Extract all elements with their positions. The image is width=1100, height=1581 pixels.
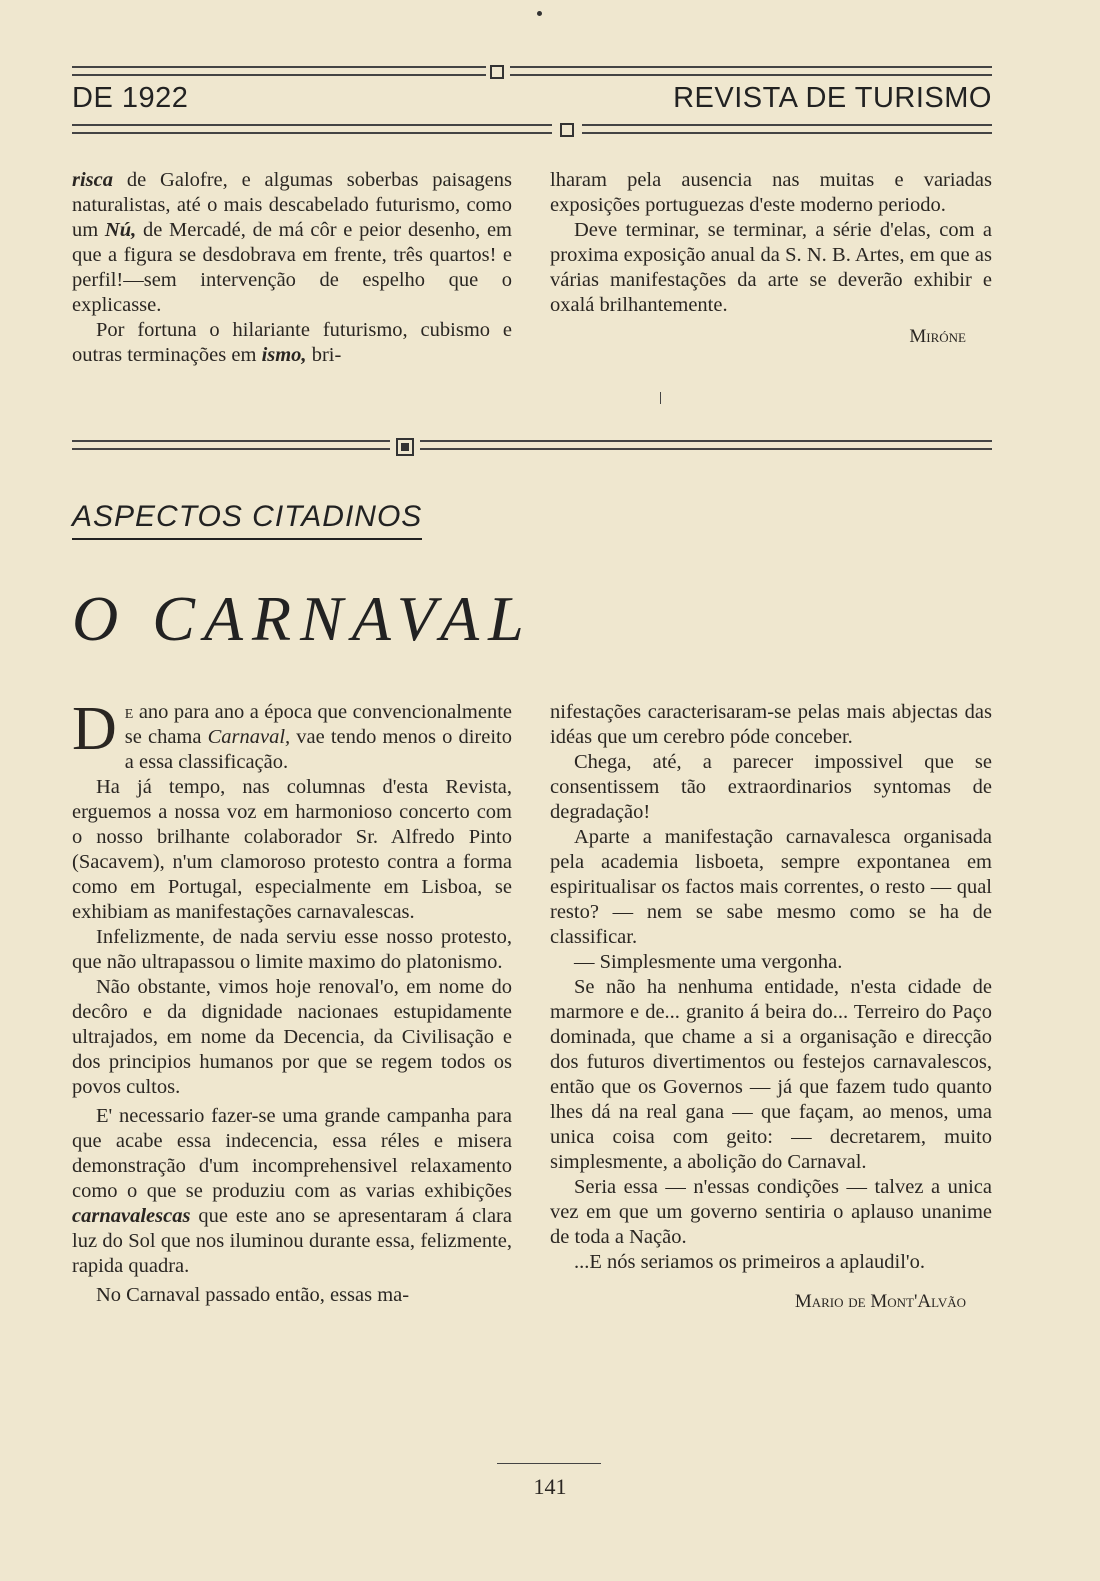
top-left-column: [72, 168, 512, 368]
top-right-column: [550, 168, 992, 349]
article-left-paragraph: Ha já tempo, nas columnas d'esta Revista, erguemos a nossa voz em harmonioso concerto com o nosso brilhante colaborador Sr. Alfredo Pinto (Sacavem), n'um clamoroso protesto contra a forma como em Portugal, especialmente em Lisboa, se exhibiam as manifestações carnavalescas.: [72, 776, 512, 923]
paragraph-text: Por fortuna o hilariante futurismo, cubismo e outras terminações em: [72, 319, 512, 366]
top-left-paragraph-1: [72, 168, 512, 318]
section-rule-right: [420, 440, 992, 450]
header-right: REVISTA DE TURISMO: [673, 82, 992, 114]
header-rule-left: [72, 66, 486, 76]
article-left-paragraph: Não obstante, vimos hoje renoval'o, em nome do decôro e da dignidade nacionaes estupidamente ultrajados, em nome da Decencia, da Civilisação e dos principios humanos por que se regem todos os povos cultos.: [72, 976, 512, 1098]
top-right-paragraph-2: Deve terminar, se terminar, a série d'elas, com a proxima exposição anual da S. N. B. Artes, em que as várias manifestações da arte se deverão exhibir e oxalá brilhantemente.: [550, 219, 992, 316]
italic-word: carnavalescas: [72, 1205, 191, 1227]
section-title: ASPECTOS CITADINOS: [72, 500, 422, 540]
header-ornament-bottom: [560, 123, 574, 137]
paragraph-text: de Galofre, e algumas soberbas paisagens naturalistas, até o mais descabelado futurismo, como um: [72, 169, 512, 241]
article-right-paragraph: nifestações caracterisaram-se pelas mais abjectas das idéas que um cerebro póde conceber.: [550, 701, 992, 748]
header-left: DE 1922: [72, 82, 189, 114]
article-right-paragraph: Seria essa — n'essas condições — talvez a unica vez em que um governo sentiria o aplauso unanime de toda a Nação.: [550, 1176, 992, 1248]
top-left-paragraph-2: [72, 318, 512, 368]
header-ornament-top: [490, 65, 504, 79]
header-rule-right: [510, 66, 992, 76]
stray-mark: [660, 392, 661, 404]
section-rule-left: [72, 440, 390, 450]
headline: O CARNAVAL: [72, 583, 533, 654]
small-caps-lead: e: [124, 701, 134, 723]
article-left-paragraph: Infelizmente, de nada serviu esse nosso protesto, que não ultrapassou o limite maximo do platonismo.: [72, 926, 512, 973]
article-right-paragraph: Se não ha nenhuma entidade, n'esta cidade de marmore e de... granito á beira do... Terreiro do Paço dominada, que chame a si a organisação e direcção dos futuros divertimentos ou festejos carnavalescos, então que os Governos — já que fazem tudo quanto lhes dá na real gana — que façam, ao menos, uma unica coisa com geito: — decretarem, muito simplesmente, a abolição do Carnaval.: [550, 976, 992, 1173]
header-rule-lower-right: [582, 124, 992, 134]
article-right-paragraph: Chega, até, a parecer impossivel que se consentissem tão extraordinarios syntomas de degradação!: [550, 751, 992, 823]
article-right-paragraph: ...E nós seriamos os primeiros a aplaudil'o.: [574, 1251, 925, 1273]
article-left-paragraph: [72, 1104, 512, 1279]
article-right-paragraph: — Simplesmente uma vergonha.: [574, 951, 843, 973]
article-first-paragraph: [72, 695, 512, 775]
italic-word: Nú,: [104, 219, 137, 241]
article-right-column: [550, 700, 992, 1314]
paragraph-text: de Mercadé, de má côr e peior desenho, em que a figura se desdobrava em frente, três quartos! e perfil!—sem intervenção de espelho que o explicasse.: [72, 219, 512, 316]
ink-dot: [537, 11, 542, 16]
paragraph-text: vae tendo menos o direito a essa classificação.: [124, 726, 512, 773]
paragraph-text: que este ano se apresentaram á clara luz do Sol que nos iluminou durante essa, felizmente, rapida quadra.: [72, 1205, 512, 1277]
top-signature: Miróne: [909, 326, 966, 347]
italic-lead: risca: [72, 169, 113, 191]
header-rule-lower-left: [72, 124, 552, 134]
article-signature: Mario de Mont'Alvão: [794, 1291, 966, 1312]
article-left-column: [72, 695, 512, 1308]
paragraph-text: E' necessario fazer-se uma grande campanha para que acabe essa indecencia, essa réles e misera demonstração d'um incomprehensivel relaxamento como o que se produziu com as varias exhibições: [72, 1105, 512, 1202]
page-number: 141: [533, 1474, 567, 1499]
section-ornament: [396, 438, 414, 456]
italic-word: Carnaval,: [207, 726, 291, 748]
paragraph-text: ano para ano a época que convencionalmente se chama: [124, 701, 512, 748]
drop-cap: D: [72, 695, 117, 763]
article-right-paragraph: Aparte a manifestação carnavalesca organisada pela academia lisboeta, sempre expontanea em espiritualisar os factos mais correntes, o resto — qual resto? — nem se sabe mesmo como se ha de classificar.: [550, 826, 992, 948]
top-right-paragraph-1: lharam pela ausencia nas muitas e variadas exposições portuguezas d'este moderno periodo.: [550, 169, 992, 216]
paragraph-text: bri-: [306, 344, 342, 366]
folio-rule: [497, 1463, 601, 1464]
italic-word: ismo,: [261, 344, 307, 366]
article-left-paragraph: No Carnaval passado então, essas ma-: [96, 1284, 410, 1306]
